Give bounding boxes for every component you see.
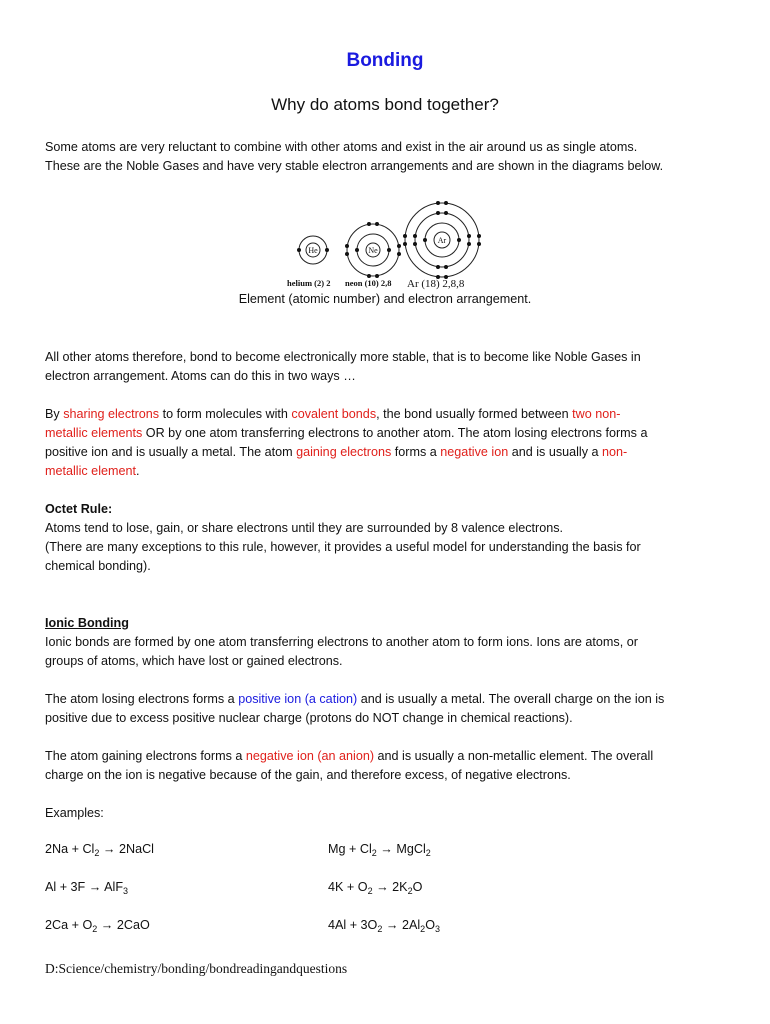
electron-dot xyxy=(413,242,417,246)
electron-dot xyxy=(355,248,359,252)
bond-intro-line-2: electron arrangement. Atoms can do this in two ways … xyxy=(45,369,356,383)
intro-line-2: These are the Noble Gases and have very stable electron arrangements and are shown in the diagrams below. xyxy=(45,159,664,173)
footer-path: D:Science/chemistry/bonding/bondreadingandquestions xyxy=(45,961,348,976)
examples-label: Examples: xyxy=(45,806,104,820)
non-metallic-term: metallic elements xyxy=(45,426,143,440)
negative-ion-anion-term: negative ion (an anion) xyxy=(245,749,375,763)
equation-aluminium-fluorine: Al + 3F → AlF$_3$ xyxy=(45,880,129,896)
page-subtitle: Why do atoms bond together? xyxy=(271,95,499,114)
ionic-bonding-section xyxy=(45,614,730,671)
electron-dot xyxy=(467,242,471,246)
octet-line-1: Atoms tend to lose, gain, or share electrons until they are surrounded by 8 valence electrons. xyxy=(45,521,564,535)
two-ways-line-1: By sharing electrons to form molecules with covalent bonds, the bond usually formed between two non- xyxy=(45,407,621,421)
diagram-caption: Element (atomic number) and electron arrangement. xyxy=(238,292,532,306)
intro-paragraph xyxy=(45,138,730,176)
page-title: Bonding xyxy=(346,50,424,71)
non-metallic-element-term: metallic element xyxy=(45,464,136,478)
electron-dot xyxy=(375,222,379,226)
electron-dot xyxy=(345,244,349,248)
ionic-line-1: Ionic bonds are formed by one atom transferring electrons to another atom to form ions. Ions are atoms, or xyxy=(45,635,638,649)
electron-dot xyxy=(397,252,401,256)
octet-rule-section xyxy=(45,500,730,576)
two-ways-line-2: metallic elements OR by one atom transferring electrons to another atom. The atom losing electrons forms a xyxy=(45,426,648,440)
electron-dot xyxy=(444,211,448,215)
bond-intro-paragraph xyxy=(45,348,730,386)
electron-dot xyxy=(436,265,440,269)
equation-magnesium-chlorine: $Mg + Cl_2$ → MgCl$_2$ xyxy=(328,842,431,858)
two-ways-line-3: positive ion and is usually a metal. The atom gaining electrons forms a negative ion and is usually a non- xyxy=(45,445,628,459)
neon-core-label: Ne xyxy=(368,246,378,255)
equation-aluminium-oxygen: $4Al + 3O_2 \to 2Al_2O_3$ xyxy=(328,918,440,934)
electron-dot xyxy=(413,234,417,238)
anion-line-1: The atom gaining electrons forms a negative ion (an anion) and is usually a non-metallic element. The overall xyxy=(45,749,654,763)
electron-dot xyxy=(477,242,481,246)
cation-line-2: positive due to excess positive nuclear charge (protons do NOT change in chemical reactions). xyxy=(45,711,573,725)
electron-dot xyxy=(325,248,329,252)
argon-label: Ar (18) 2,8,8 xyxy=(407,278,465,290)
covalent-bonds-term: covalent bonds xyxy=(291,407,377,421)
noble-gas-diagram xyxy=(285,192,495,292)
octet-rule-heading: Octet Rule: xyxy=(45,502,113,516)
electron-dot xyxy=(387,248,391,252)
electron-dot xyxy=(436,211,440,215)
negative-ion-term: negative ion xyxy=(440,445,509,459)
sharing-electrons-term: sharing electrons xyxy=(63,407,160,421)
cation-line-1: The atom losing electrons forms a positive ion (a cation) and is usually a metal. The overall charge on the ion is xyxy=(45,692,665,706)
electron-dot xyxy=(444,265,448,269)
electron-dot xyxy=(403,242,407,246)
anion-paragraph xyxy=(45,747,730,785)
electron-dot xyxy=(477,234,481,238)
cation-paragraph xyxy=(45,690,730,728)
electron-dot xyxy=(345,252,349,256)
electron-dot xyxy=(397,244,401,248)
electron-dot xyxy=(367,222,371,226)
equation-calcium-oxygen: $2Ca + O_2 \to 2CaO$ xyxy=(45,918,150,934)
helium-label: helium (2) 2 xyxy=(287,278,331,288)
electron-dot xyxy=(297,248,301,252)
positive-ion-term: positive ion (a cation) xyxy=(238,692,358,706)
electron-dot xyxy=(444,201,448,205)
electron-dot xyxy=(467,234,471,238)
intro-line-1: Some atoms are very reluctant to combine with other atoms and exist in the air around us as single atoms. xyxy=(45,140,638,154)
neon-label: neon (10) 2,8 xyxy=(345,278,392,288)
ionic-line-2: groups of atoms, which have lost or gained electrons. xyxy=(45,654,343,668)
anion-line-2: charge on the ion is negative because of the gain, and therefore excess, of negative electrons. xyxy=(45,768,571,782)
equation-sodium-chlorine: $2Na + Cl_2$ → 2NaCl xyxy=(45,842,154,858)
octet-line-2: (There are many exceptions to this rule, however, it provides a useful model for understanding the basis for xyxy=(45,540,641,554)
equation-potassium-oxygen: $4K + O_2 \to 2K_2O$ xyxy=(328,880,423,896)
ionic-bonding-heading: Ionic Bonding xyxy=(45,616,129,630)
two-ways-paragraph xyxy=(45,405,730,481)
electron-dot xyxy=(423,238,427,242)
gaining-electrons-term: gaining electrons xyxy=(296,445,392,459)
argon-core-label: Ar xyxy=(437,236,447,245)
electron-dot xyxy=(403,234,407,238)
electron-dot xyxy=(436,201,440,205)
bond-intro-line-1: All other atoms therefore, bond to become electronically more stable, that is to become like Noble Gases in xyxy=(45,350,641,364)
octet-line-3: chemical bonding). xyxy=(45,559,151,573)
electron-dot xyxy=(457,238,461,242)
two-ways-line-4: metallic element. xyxy=(45,464,140,478)
helium-core-label: He xyxy=(308,246,318,255)
